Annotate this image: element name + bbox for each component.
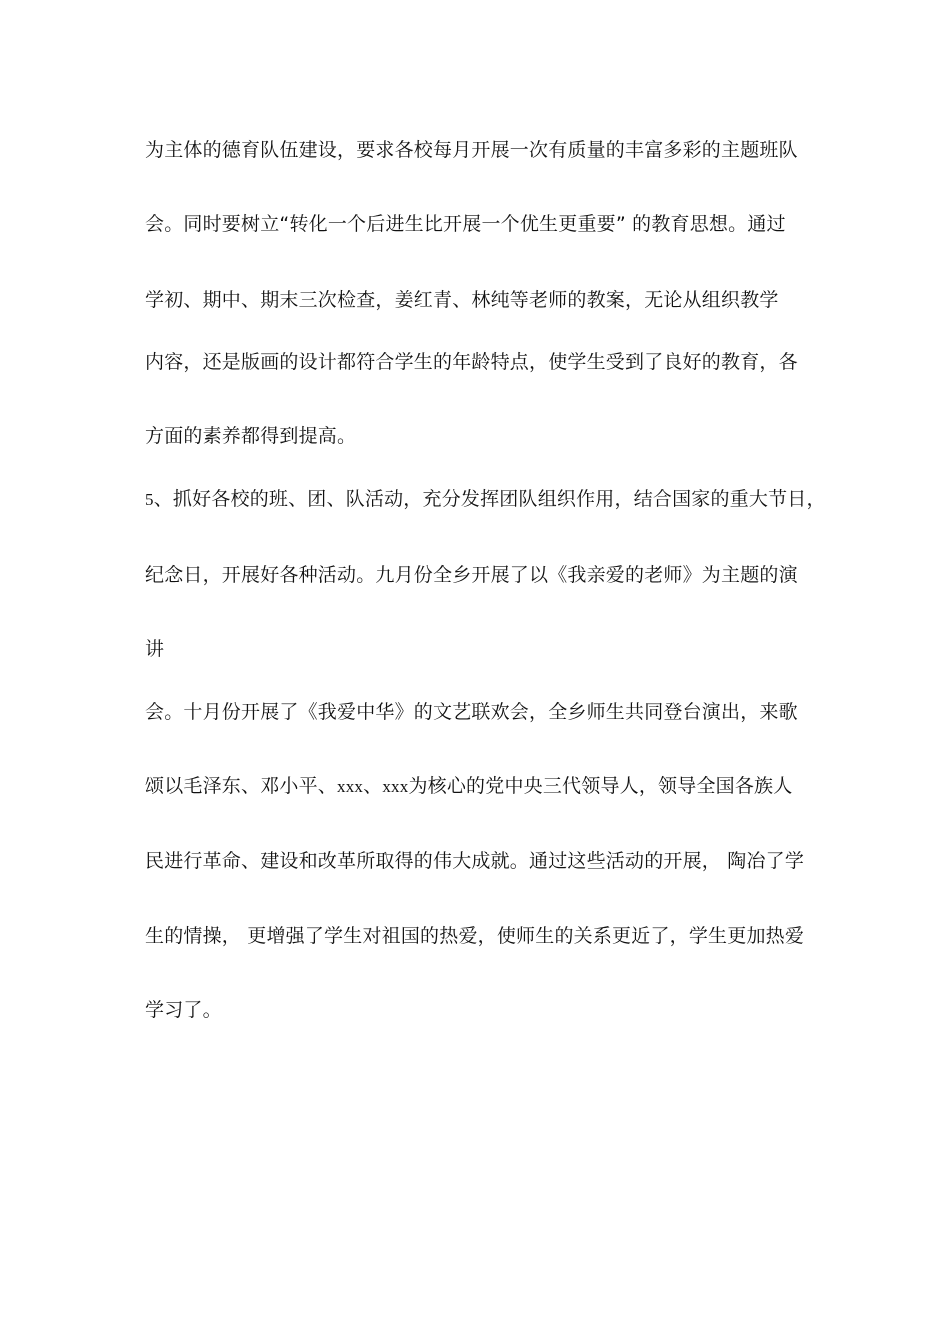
placeholder-text: xxx [337,777,364,796]
paragraph-line: 民进行革命、建设和改革所取得的伟大成就。通过这些活动的开展， 陶冶了学 [145,850,805,872]
separator-text: 、 [363,775,383,797]
paragraph-line: 为主体的德育队伍建设，要求各校每月开展一次有质量的丰富多彩的主题班队 [145,139,798,161]
paragraph-line: 学习了。 [145,999,222,1021]
paragraph-line: 方面的素养都得到提高。 [145,425,357,447]
paragraph-line: 会。同时要树立“转化一个后进生比开展一个优生更重要” 的教育思想。通过 [145,213,786,235]
paragraph-line [145,774,792,799]
paragraph-line: 会。十月份开展了《我爱中华》的文艺联欢会，全乡师生共同登台演出，来歌 [145,701,798,723]
item-text: 、抓好各校的班、团、队活动，充分发挥团队组织作用，结合国家的重大节日， [153,488,826,510]
line-text: 为核心的党中央三代领导人，领导全国各族人 [408,775,793,797]
numbered-item-line [145,487,826,512]
paragraph-line: 讲 [145,638,165,660]
paragraph-line: 生的情操， 更增强了学生对祖国的热爱，使师生的关系更近了，学生更加热爱 [145,925,805,947]
paragraph-line: 学初、期中、期末三次检查，姜红青、林纯等老师的教案，无论从组织教学 [145,289,779,311]
item-number: 5 [145,490,154,509]
paragraph-line: 内容，还是版画的设计都符合学生的年龄特点，使学生受到了良好的教育，各 [145,351,798,373]
line-text: 颂以毛泽东、邓小平、 [145,775,338,797]
placeholder-text: xxx [382,777,409,796]
paragraph-line: 纪念日，开展好各种活动。九月份全乡开展了以《我亲爱的老师》为主题的演 [145,564,798,586]
